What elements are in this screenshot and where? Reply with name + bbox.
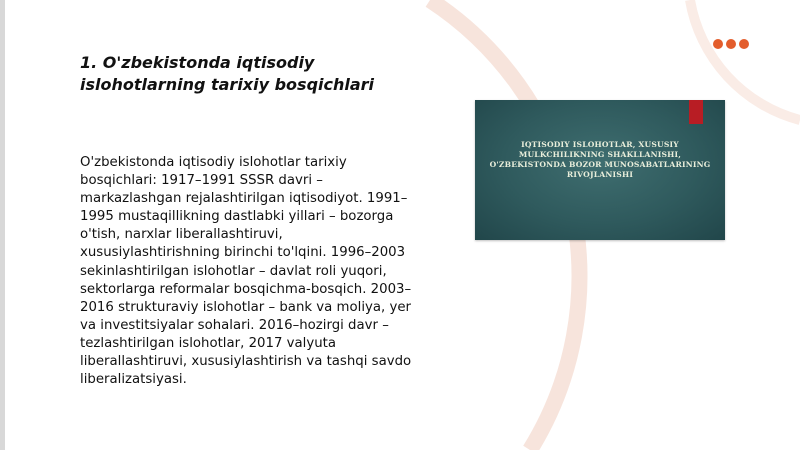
image-caption-text: IQTISODIY ISLOHOTLAR, XUSUSIY MULKCHILIKNING SHAKLLANISHI, O'ZBEKISTONDA BOZOR MUNOSABATLARINING RIVOJLANISHI bbox=[489, 140, 711, 179]
three-dots-icon bbox=[713, 39, 749, 49]
dot-icon bbox=[726, 39, 736, 49]
slide-body-text: O'zbekistonda iqtisodiy islohotlar tarixiy bosqichlari: 1917–1991 SSSR davri – markazlashgan rejalashtirilgan iqtisodiyot. 1991–1995 mustaqillikning dastlabki yillari – bozorga o'tish, narxlar liberallashtiruvi, xususiylashtirishning birinchi to'lqini. 1996–2003 sekinlashtirilgan islohotlar – davlat roli yuqori, sektorlarga reformalar bosqichma-bosqich. 2003–2016 strukturaviy islohotlar – bank va moliya, yer va investitsiyalar sohalari. 2016–hozirgi davr – tezlashtirilgan islohotlar, 2017 valyuta liberallashtiruvi, xususiylashtirish va tashqi savdo liberalizatsiyasi. bbox=[80, 155, 412, 388]
dot-icon bbox=[739, 39, 749, 49]
slide-image bbox=[475, 100, 725, 240]
slide-title: 1. O'zbekistonda iqtisodiy islohotlarning tarixiy bosqichlari bbox=[80, 53, 375, 94]
red-bookmark-icon bbox=[689, 100, 703, 124]
dot-icon bbox=[713, 39, 723, 49]
